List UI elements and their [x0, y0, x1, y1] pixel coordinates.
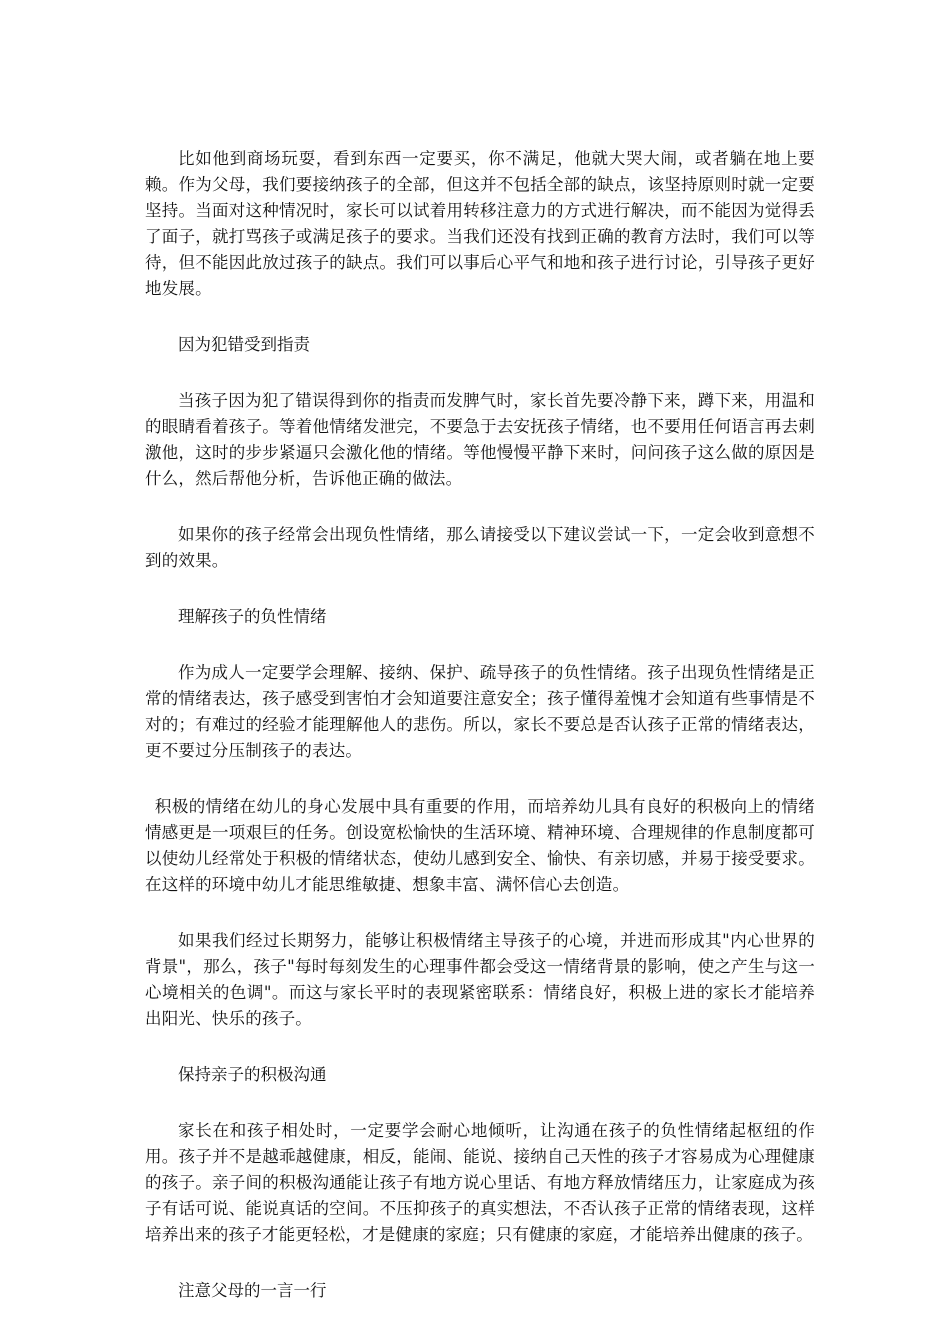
paragraph-6: 如果我们经过长期努力，能够让积极情绪主导孩子的心境，并进而形成其"内心世界的背景"，那么，孩子"每时每刻发生的心理事件都会受这一情绪背景的影响，使之产生与这一心境相关的色调"。而这与家长平时的表现紧密联系：情绪良好，积极上进的家长才能培养出阳光、快乐的孩子。 [145, 931, 815, 1028]
section-heading-communication: 保持亲子的积极沟通 [178, 1065, 327, 1084]
paragraph-4: 作为成人一定要学会理解、接纳、保护、疏导孩子的负性情绪。孩子出现负性情绪是正常的情绪表达，孩子感受到害怕才会知道要注意安全；孩子懂得羞愧才会知道有些事情是不对的；有难过的经验才能理解他人的悲伤。所以，家长不要总是否认孩子正常的情绪表达，更不要过分压制孩子的表达。 [145, 663, 815, 760]
paragraph-1: 比如他到商场玩耍，看到东西一定要买，你不满足，他就大哭大闹，或者躺在地上要赖。作为父母，我们要接纳孩子的全部，但这并不包括全部的缺点，该坚持原则时就一定要坚持。当面对这种情况时，家长可以试着用转移注意力的方式进行解决，而不能因为觉得丢了面子，就打骂孩子或满足孩子的要求。当我们还没有找到正确的教育方法时，我们可以等待，但不能因此放过孩子的缺点。我们可以事后心平气和地和孩子进行讨论，引导孩子更好地发展。 [145, 149, 815, 298]
document-body [145, 146, 815, 1304]
section-heading-understand: 理解孩子的负性情绪 [178, 607, 327, 626]
paragraph-5: 积极的情绪在幼儿的身心发展中具有重要的作用，而培养幼儿具有良好的积极向上的情绪情感更是一项艰巨的任务。创设宽松愉快的生活环境、精神环境、合理规律的作息制度都可以使幼儿经常处于积极的情绪状态，使幼儿感到安全、愉快、有亲切感，并易于接受要求。在这样的环境中幼儿才能思维敏捷、想象丰富、满怀信心去创造。 [145, 797, 815, 894]
paragraph-3: 如果你的孩子经常会出现负性情绪，那么请接受以下建议尝试一下，一定会收到意想不到的效果。 [145, 525, 815, 570]
paragraph-2: 当孩子因为犯了错误得到你的指责而发脾气时，家长首先要冷静下来，蹲下来，用温和的眼睛看着孩子。等着他情绪发泄完，不要急于去安抚孩子情绪，也不要用任何语言再去刺激他，这时的步步紧逼只会激化他的情绪。等他慢慢平静下来时，问问孩子这么做的原因是什么，然后帮他分析，告诉他正确的做法。 [145, 391, 815, 488]
section-heading-criticized: 因为犯错受到指责 [178, 335, 310, 354]
paragraph-7: 家长在和孩子相处时，一定要学会耐心地倾听，让沟通在孩子的负性情绪起枢纽的作用。孩子并不是越乖越健康，相反，能闹、能说、接纳自己天性的孩子才容易成为心理健康的孩子。亲子间的积极沟通能让孩子有地方说心里话、有地方释放情绪压力，让家庭成为孩子有话可说、能说真话的空间。不压抑孩子的真实想法，不否认孩子正常的情绪表现，这样培养出来的孩子才能更轻松，才是健康的家庭；只有健康的家庭，才能培养出健康的孩子。 [145, 1121, 815, 1244]
section-heading-words-actions: 注意父母的一言一行 [178, 1281, 327, 1300]
